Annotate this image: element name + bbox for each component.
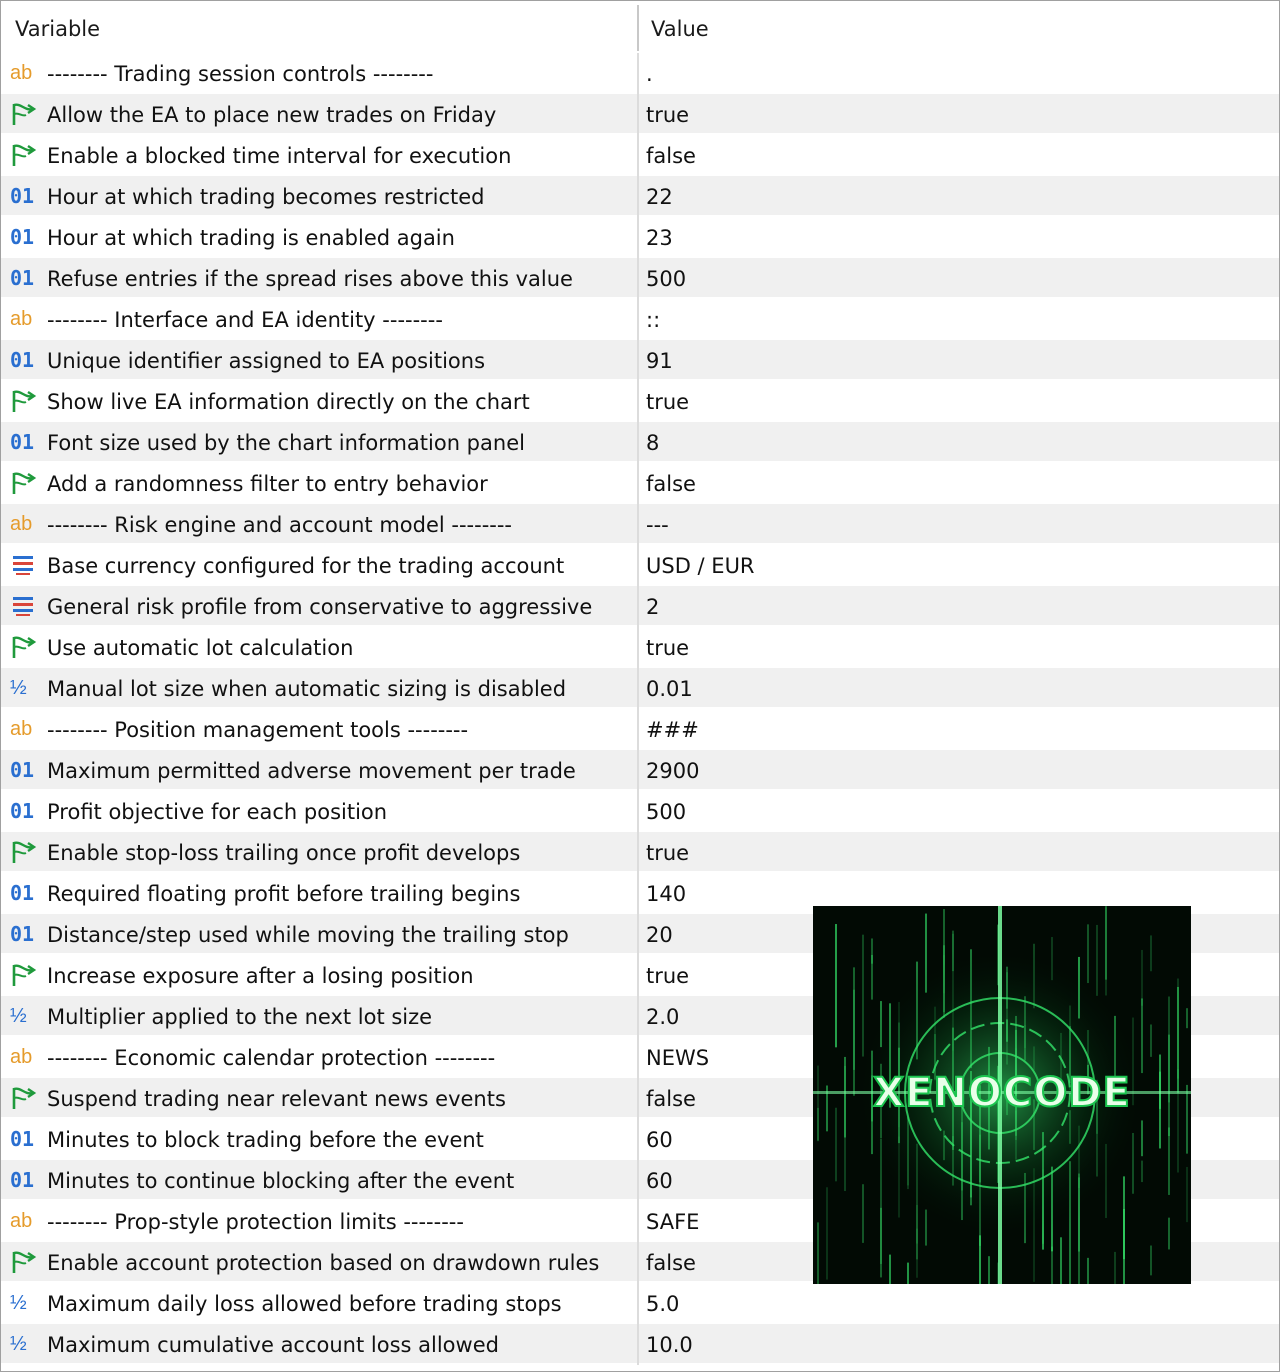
code-rain-stream (988, 1256, 990, 1284)
cell-divider (637, 955, 639, 996)
cell-divider (637, 1201, 639, 1242)
bool-type-icon (10, 141, 40, 169)
table-row[interactable] (1, 217, 1279, 258)
cell-divider (637, 586, 639, 627)
cell-divider (637, 340, 639, 381)
bool-type-icon (10, 469, 40, 497)
variable-name: Show live EA information directly on the chart (47, 390, 530, 414)
string-type-icon: ab (10, 62, 33, 84)
value-cell[interactable]: USD / EUR (646, 554, 755, 578)
cell-divider (637, 750, 639, 791)
variable-name: Add a randomness filter to entry behavior (47, 472, 488, 496)
cell-divider (637, 217, 639, 258)
cell-divider (637, 1119, 639, 1160)
column-header-variable[interactable]: Variable (15, 17, 101, 41)
value-cell[interactable]: 91 (646, 349, 673, 373)
table-row[interactable] (1, 1324, 1279, 1365)
cell-divider (637, 94, 639, 135)
variable-name: Enable a blocked time interval for execution (47, 144, 512, 168)
table-row[interactable] (1, 791, 1279, 832)
cell-divider (637, 1160, 639, 1201)
string-type-icon: ab (10, 718, 33, 740)
variable-name: Enable stop-loss trailing once profit develops (47, 841, 521, 865)
code-rain-stream (1177, 1069, 1179, 1172)
code-rain-stream (1105, 907, 1107, 995)
cell-divider (637, 1324, 639, 1365)
cell-divider (637, 176, 639, 217)
code-rain-stream (817, 1222, 819, 1284)
code-rain-stream (1150, 1024, 1152, 1056)
integer-type-icon: 01 (10, 1168, 35, 1192)
variable-name: Hour at which trading is enabled again (47, 226, 455, 250)
variable-name: -------- Trading session controls -------- (47, 62, 434, 86)
value-cell[interactable]: SAFE (646, 1210, 700, 1234)
value-cell[interactable]: 2.0 (646, 1005, 680, 1029)
cell-divider (637, 873, 639, 914)
value-cell[interactable]: 5.0 (646, 1292, 680, 1316)
code-rain-stream (844, 1057, 846, 1138)
cell-divider (637, 709, 639, 750)
variable-name: Suspend trading near relevant news events (47, 1087, 506, 1111)
bool-type-icon (10, 387, 40, 415)
variable-name: Manual lot size when automatic sizing is disabled (47, 677, 567, 701)
table-row[interactable] (1, 135, 1279, 176)
cell-divider (637, 668, 639, 709)
cell-divider (637, 996, 639, 1037)
table-row[interactable] (1, 750, 1279, 791)
code-rain-stream (1186, 1008, 1188, 1028)
value-cell[interactable]: 2 (646, 595, 660, 619)
code-rain-stream (1123, 1176, 1125, 1259)
code-rain-stream (1141, 1161, 1143, 1182)
table-row[interactable] (1, 422, 1279, 463)
code-rain-stream (1168, 1127, 1170, 1194)
bool-type-icon (10, 100, 40, 128)
integer-type-icon: 01 (10, 348, 35, 372)
variable-name: Required floating profit before trailing begins (47, 882, 521, 906)
value-cell[interactable]: false (646, 1087, 696, 1111)
code-rain-stream (907, 1263, 909, 1284)
table-row[interactable] (1, 586, 1279, 627)
xenocode-logo (813, 906, 1191, 1284)
cell-divider (637, 832, 639, 873)
code-rain-stream (1186, 1085, 1188, 1154)
value-cell[interactable]: 10.0 (646, 1333, 693, 1357)
table-row[interactable] (1, 299, 1279, 340)
cell-divider (637, 258, 639, 299)
bool-type-icon (10, 633, 40, 661)
cell-divider (637, 791, 639, 832)
code-rain-stream (817, 1066, 819, 1142)
value-cell[interactable]: 22 (646, 185, 673, 209)
double-type-icon: ½ (10, 1333, 27, 1355)
variable-name: General risk profile from conservative to aggressive (47, 595, 593, 619)
code-rain-stream (1087, 1258, 1089, 1284)
cell-divider (637, 1078, 639, 1119)
value-cell[interactable]: 8 (646, 431, 660, 455)
variable-name: Hour at which trading becomes restricted (47, 185, 485, 209)
value-cell[interactable]: 2900 (646, 759, 700, 783)
value-cell[interactable]: NEWS (646, 1046, 710, 1070)
variable-name: -------- Prop-style protection limits -------- (47, 1210, 464, 1234)
table-row[interactable] (1, 258, 1279, 299)
cell-divider (637, 422, 639, 463)
double-type-icon: ½ (10, 1292, 27, 1314)
value-cell[interactable]: true (646, 964, 690, 988)
variable-name: Profit objective for each position (47, 800, 388, 824)
code-rain-stream (889, 1255, 891, 1284)
table-row[interactable] (1, 1283, 1279, 1324)
cell-divider (637, 1283, 639, 1324)
code-rain-stream (1150, 935, 1152, 971)
value-cell[interactable]: ### (646, 718, 699, 742)
variable-name: Distance/step used while moving the trailing stop (47, 923, 569, 947)
code-rain-stream (1168, 1218, 1170, 1250)
value-cell[interactable]: 500 (646, 800, 687, 824)
variable-name: -------- Position management tools -------- (47, 718, 469, 742)
code-rain-stream (1060, 1237, 1062, 1284)
code-rain-stream (835, 1108, 837, 1182)
value-cell[interactable]: 0.01 (646, 677, 693, 701)
code-rain-stream (1150, 1246, 1152, 1276)
value-cell[interactable]: true (646, 390, 690, 414)
variable-name: Minutes to block trading before the event (47, 1128, 484, 1152)
integer-type-icon: 01 (10, 430, 35, 454)
integer-type-icon: 01 (10, 225, 35, 249)
variable-name: Maximum daily loss allowed before trading stops (47, 1292, 562, 1316)
variable-name: -------- Interface and EA identity -------- (47, 308, 443, 332)
variable-name: Refuse entries if the spread rises above this value (47, 267, 573, 291)
table-row[interactable] (1, 381, 1279, 422)
code-rain-stream (1114, 1252, 1116, 1284)
code-rain-stream (880, 1208, 882, 1278)
value-cell[interactable]: true (646, 103, 690, 127)
variable-name: Maximum permitted adverse movement per trade (47, 759, 576, 783)
value-cell[interactable]: false (646, 472, 696, 496)
cell-divider (637, 914, 639, 955)
code-rain-stream (871, 938, 873, 963)
logo-graphic (813, 906, 1191, 1284)
cell-divider (637, 1242, 639, 1283)
table-row[interactable] (1, 463, 1279, 504)
table-row[interactable] (1, 94, 1279, 135)
table-header (1, 1, 1279, 53)
variable-name: Font size used by the chart information panel (47, 431, 525, 455)
variable-name: -------- Risk engine and account model -------- (47, 513, 513, 537)
logo-text: XENOCODE (873, 1070, 1131, 1116)
variable-name: Minutes to continue blocking after the event (47, 1169, 515, 1193)
variable-name: Enable account protection based on drawdown rules (47, 1251, 600, 1275)
column-header-value[interactable]: Value (651, 17, 709, 41)
column-divider[interactable] (637, 5, 639, 51)
code-rain-stream (835, 924, 837, 1047)
value-cell[interactable]: true (646, 636, 690, 660)
cell-divider (637, 53, 639, 94)
cell-divider (637, 627, 639, 668)
integer-type-icon: 01 (10, 922, 35, 946)
code-rain-stream (1177, 979, 1179, 1079)
code-rain-stream (862, 1184, 864, 1243)
variable-name: Increase exposure after a losing position (47, 964, 474, 988)
value-cell[interactable]: 500 (646, 267, 687, 291)
cell-divider (637, 545, 639, 586)
table-row[interactable] (1, 832, 1279, 873)
table-row[interactable] (1, 709, 1279, 750)
variable-name: Base currency configured for the trading account (47, 554, 565, 578)
double-type-icon: ½ (10, 677, 27, 699)
integer-type-icon: 01 (10, 758, 35, 782)
value-cell[interactable]: . (646, 62, 653, 86)
value-cell[interactable]: 20 (646, 923, 673, 947)
double-type-icon: ½ (10, 1005, 27, 1027)
code-rain-stream (1051, 1247, 1053, 1284)
variable-name: -------- Economic calendar protection -------- (47, 1046, 496, 1070)
code-rain-stream (1186, 1167, 1188, 1222)
cell-divider (637, 299, 639, 340)
code-rain-stream (1141, 950, 1143, 1006)
table-row[interactable] (1, 176, 1279, 217)
variable-name: Multiplier applied to the next lot size (47, 1005, 433, 1029)
string-type-icon: ab (10, 308, 33, 330)
code-rain-stream (1159, 1072, 1161, 1149)
code-rain-stream (826, 1187, 828, 1279)
bool-type-icon (10, 961, 40, 989)
variable-name: Use automatic lot calculation (47, 636, 354, 660)
table-row[interactable] (1, 627, 1279, 668)
bool-type-icon (10, 1084, 40, 1112)
value-cell[interactable]: 60 (646, 1169, 673, 1193)
bool-type-icon (10, 1248, 40, 1276)
integer-type-icon: 01 (10, 799, 35, 823)
enum-type-icon (10, 592, 40, 620)
string-type-icon: ab (10, 1210, 33, 1232)
integer-type-icon: 01 (10, 184, 35, 208)
integer-type-icon: 01 (10, 881, 35, 905)
value-cell[interactable]: false (646, 144, 696, 168)
cell-divider (637, 381, 639, 422)
cell-divider (637, 504, 639, 545)
value-cell[interactable]: 23 (646, 226, 673, 250)
enum-type-icon (10, 551, 40, 579)
table-row[interactable] (1, 668, 1279, 709)
cell-divider (637, 135, 639, 176)
value-cell[interactable]: 140 (646, 882, 687, 906)
integer-type-icon: 01 (10, 266, 35, 290)
variable-name: Maximum cumulative account loss allowed (47, 1333, 499, 1357)
cell-divider (637, 463, 639, 504)
value-cell[interactable]: 60 (646, 1128, 673, 1152)
variable-name: Allow the EA to place new trades on Friday (47, 103, 497, 127)
table-row[interactable] (1, 340, 1279, 381)
table-row[interactable] (1, 504, 1279, 545)
string-type-icon: ab (10, 513, 33, 535)
value-cell[interactable]: false (646, 1251, 696, 1275)
value-cell[interactable]: true (646, 841, 690, 865)
cell-divider (637, 1037, 639, 1078)
code-rain-stream (1168, 996, 1170, 1102)
bool-type-icon (10, 838, 40, 866)
string-type-icon: ab (10, 1046, 33, 1068)
table-row[interactable] (1, 53, 1279, 94)
value-cell[interactable]: --- (646, 513, 669, 537)
value-cell[interactable]: :: (646, 308, 661, 332)
variable-name: Unique identifier assigned to EA positions (47, 349, 486, 373)
table-row[interactable] (1, 545, 1279, 586)
integer-type-icon: 01 (10, 1127, 35, 1151)
